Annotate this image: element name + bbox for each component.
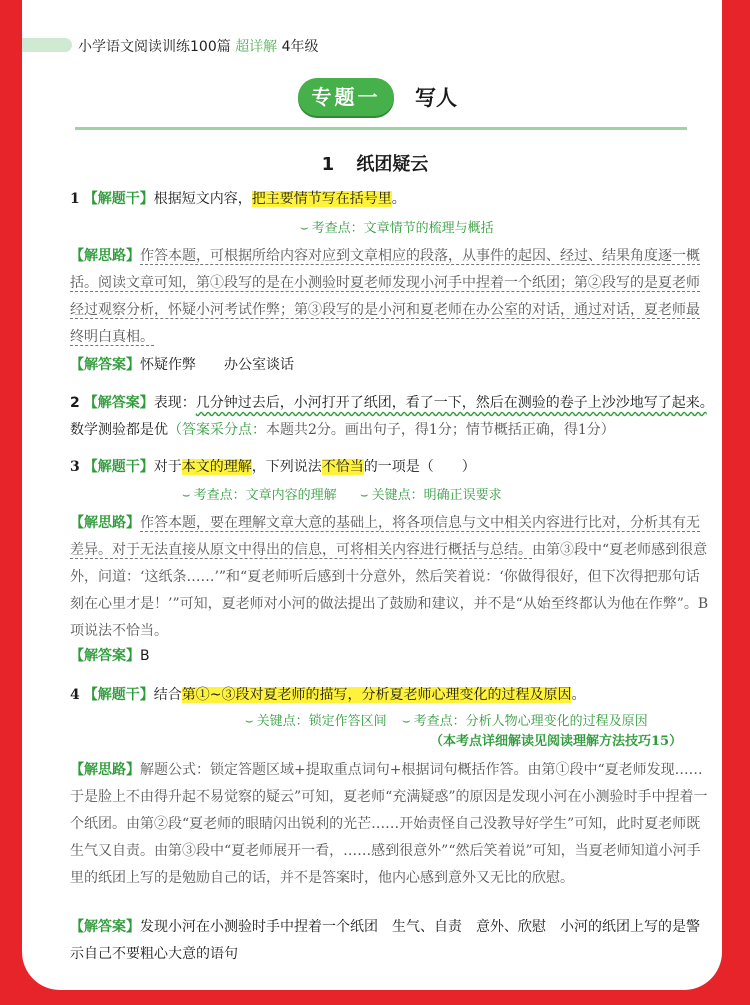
q4-answer-text: 发现小河在小测验时手中捏着一个纸团 生气、自责 意外、欣慰 小河的纸团上写的是警示自己不要粗心大意的语句 — [70, 919, 700, 962]
q4-note-key-point: ⌣ 关键点：锁定作答区间 — [245, 714, 387, 729]
q3-thinking — [70, 510, 710, 645]
q1-stem — [70, 186, 710, 213]
q4-note2-text: 考查点：分析人物心理变化的过程及原因 — [413, 714, 648, 729]
q3-thinking-tag: 【解思路】 — [70, 515, 140, 531]
q4-thinking-text: 解题公式：锁定答题区域+提取重点词句+根据词句概括作答。由第①段中“夏老师发现……于是脸上不由得升起不易觉察的疑云”可知，夏老师“充满疑惑”的原因是发现小河在小测验时手中捏着一个纸团。由第②段“夏老师的眼睛闪出锐利的光芒……开始责怪自己没教导好学生”可知，此时夏老师既生气又自责。由第③段中“夏老师展开一看，……感到很意外”“然后笑着说”可知，当夏老师知道小河手里的纸团上写的是勉励自己的话，并不是答案时，他内心感到意外又无比的欣慰。 — [70, 762, 708, 886]
q4-answer — [70, 914, 710, 968]
grade-label: 4年级 — [281, 39, 319, 55]
book-title: 小学语文阅读训练100篇 — [78, 39, 231, 55]
header-accent-bar — [22, 38, 72, 52]
q3-stem-highlight-2: 不恰当 — [321, 459, 364, 475]
q1-stem-tag: 【解题干】 — [83, 191, 154, 207]
q2-number: 2 — [70, 395, 80, 411]
q4-stem-tag: 【解题干】 — [83, 687, 154, 703]
q4-note-exam-point: ⌣ 考查点：分析人物心理变化的过程及原因 — [402, 714, 648, 729]
q2-answer — [70, 390, 710, 444]
q4-note1-text: 关键点：锁定作答区间 — [256, 714, 387, 729]
q4-thinking — [70, 757, 710, 892]
q1-answer-tag: 【解答案】 — [70, 357, 140, 373]
q1-thinking-text: 作答本题，可根据所给内容对应到文章相应的段落，从事件的起因、经过、结果角度逐一概括。阅读文章可知，第①段写的是在小测验时夏老师发现小河手中捏着一个纸团；第②段写的是夏老师经过观察分析，怀疑小河考试作弊；第③段写的是小河和夏老师在办公室的对话，通过对话，夏老师最终明白真相。 — [70, 248, 700, 345]
q1-thinking — [70, 243, 710, 351]
q1-thinking-tag: 【解思路】 — [70, 248, 140, 264]
topic-divider — [75, 127, 687, 130]
q1-note-exam-point: ⌣ 考查点：文章情节的梳理与概括 — [300, 221, 494, 236]
q3-stem-text-a: 对于 — [153, 459, 182, 475]
q2-answer-label: 表现： — [153, 395, 196, 411]
q4-thinking-tag: 【解思路】 — [70, 762, 140, 778]
q2-answer-quote: 几分钟过去后，小河打开了纸团，看了一下，然后在测验的卷子上沙沙地写了起来。 — [195, 395, 707, 411]
q3-stem-highlight-1: 本文的理解 — [181, 459, 252, 475]
q3-note1-text: 考查点：文章内容的理解 — [193, 488, 337, 503]
article-number: 1 — [321, 154, 335, 175]
q1-answer-text: 怀疑作弊 办公室谈话 — [140, 357, 294, 373]
q3-note-exam-point: ⌣ 考查点：文章内容的理解 — [182, 488, 337, 503]
q1-stem-end: 。 — [391, 191, 406, 207]
q1-answer — [70, 352, 710, 379]
q2-score-tag: （答案采分点： — [168, 422, 266, 438]
q4-stem-highlight: 第①~③段对夏老师的描写，分析夏老师心理变化的过程及原因 — [181, 687, 572, 703]
q4-number: 4 — [70, 687, 80, 703]
topic-badge: 专题一 — [298, 78, 394, 116]
q4-answer-tag: 【解答案】 — [70, 919, 140, 935]
q3-answer — [70, 643, 710, 670]
q3-stem-text-b: ，下列说法 — [251, 459, 322, 475]
q1-stem-text: 根据短文内容， — [153, 191, 252, 207]
q3-thinking-text-a: 作答本题，要在理解文章大意的基础上，将各项信息与文中相关内容进行比对，分析其有无差异。对于无法直接从原文中得出的信息，可将相关内容进行概括与总结。 — [70, 515, 700, 558]
q2-score-text: 本题共2分。画出句子，得1分；情节概括正确，得1分） — [266, 422, 615, 438]
q1-number: 1 — [70, 191, 80, 207]
q3-stem-text-c: 的一项是（ ） — [363, 459, 476, 475]
edition-label: 超详解 — [235, 39, 278, 55]
q2-answer-tag: 【解答案】 — [83, 395, 154, 411]
q2-answer-summary: 数学测验都是优 — [70, 422, 168, 438]
q3-stem-tag: 【解题干】 — [83, 459, 154, 475]
q1-note-text: 考查点：文章情节的梳理与概括 — [311, 221, 494, 236]
topic-name: 写人 — [415, 86, 457, 110]
article-title-text: 纸团疑云 — [356, 154, 429, 175]
q3-answer-tag: 【解答案】 — [70, 648, 140, 664]
q3-answer-text: B — [140, 648, 150, 664]
q4-stem-text: 结合 — [153, 687, 182, 703]
q3-stem — [70, 454, 710, 481]
q1-stem-highlight: 把主要情节写在括号里 — [251, 191, 392, 207]
q4-stem-end: 。 — [571, 687, 586, 703]
article-title — [0, 150, 750, 176]
q3-thinking-text-b: 由第③段中“夏老师感到很意外，问道：‘这纸条……’”和“夏老师听后感到十分意外，然后笑着说：‘你做得很好，但下次得把那句话刻在心里才是！’”可知，夏老师对小河的做法提出了鼓励和建议，并不是“从始至终都认为他在作弊”。B项说法不恰当。 — [70, 542, 709, 639]
q3-note-key-point: ⌣ 关键点：明确正误要求 — [360, 488, 502, 503]
q3-number: 3 — [70, 459, 80, 475]
book-header — [78, 36, 319, 56]
q4-note-reference: （本考点详细解读见阅读理解方法技巧15） — [430, 734, 683, 749]
q3-note2-text: 关键点：明确正误要求 — [371, 488, 502, 503]
q4-stem — [70, 682, 710, 709]
